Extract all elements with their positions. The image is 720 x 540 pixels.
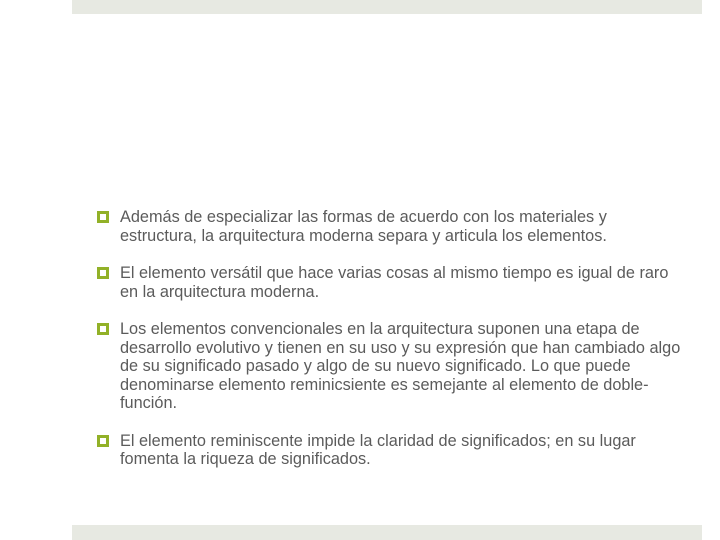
list-item <box>97 208 687 245</box>
square-bullet-icon <box>97 323 109 335</box>
square-bullet-icon <box>97 267 109 279</box>
list-item <box>97 264 687 301</box>
bullet-text: Además de especializar las formas de acuerdo con los materiales y estructura, la arquitectura moderna separa y articula los elementos. <box>120 208 607 245</box>
bullet-text: Los elementos convencionales en la arquitectura suponen una etapa de desarrollo evolutivo y tienen en su uso y su expresión que han cambiado algo de su significado pasado y algo de su nuevo significado. Lo que puede denominarse elemento reminicsiente es semejante al elemento de doble-función. <box>120 320 681 412</box>
top-decorative-bar <box>72 0 702 14</box>
list-item <box>97 320 687 413</box>
bullet-list <box>97 208 687 469</box>
square-bullet-icon <box>97 435 109 447</box>
list-item <box>97 432 687 469</box>
bottom-decorative-bar <box>72 525 702 540</box>
bullet-text: El elemento versátil que hace varias cosas al mismo tiempo es igual de raro en la arquitectura moderna. <box>120 264 669 301</box>
square-bullet-icon <box>97 211 109 223</box>
bullet-text: El elemento reminiscente impide la claridad de significados; en su lugar fomenta la riqueza de significados. <box>120 431 636 468</box>
